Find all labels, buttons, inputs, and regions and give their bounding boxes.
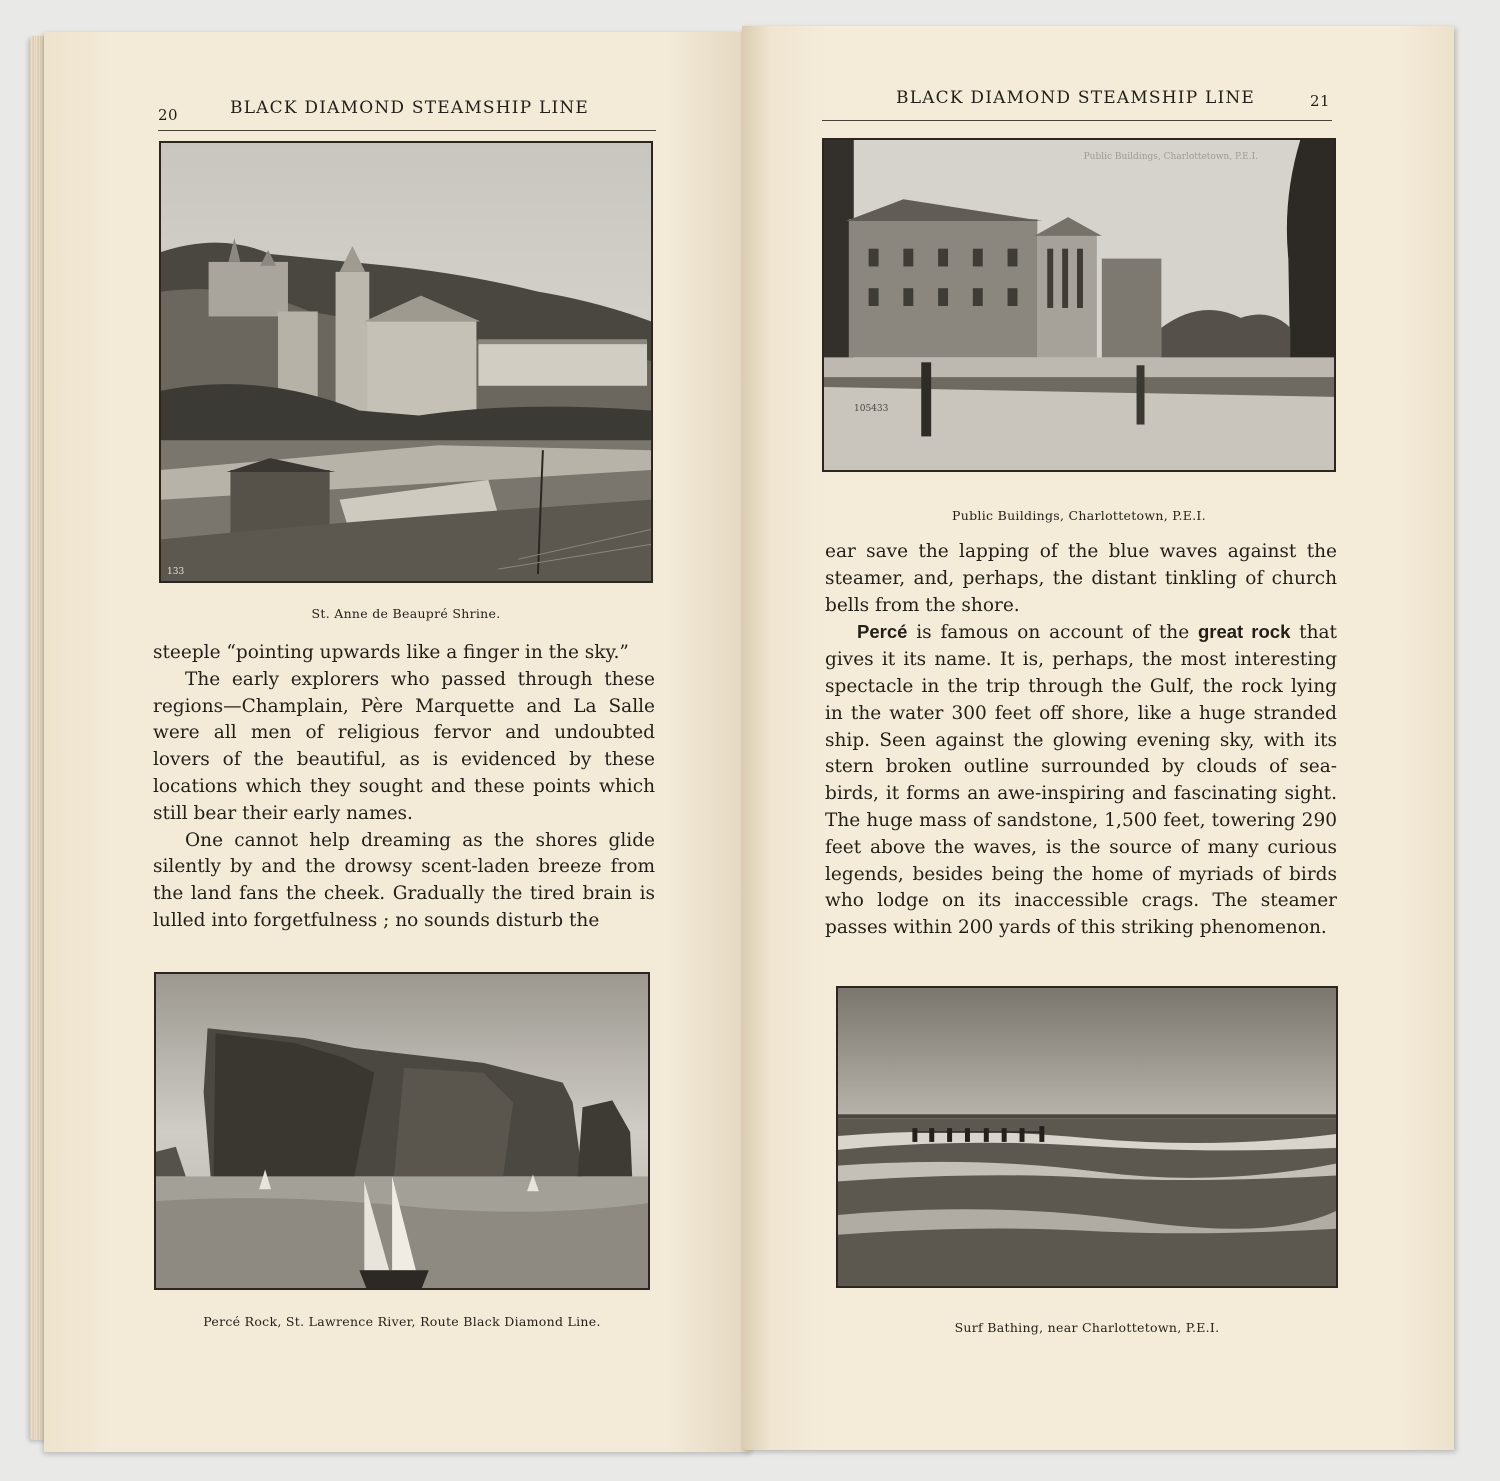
shrine-caption: St. Anne de Beaupré Shrine. — [311, 606, 501, 621]
paragraph: The early explorers who passed through these regions—Champlain, Père Marquette and La Salle were all men of religious fervor and undoubted lovers of the beautiful, as is evidenced by these locations which they sought and these points which still bear their early names. — [153, 668, 655, 824]
inset-label: Public Buildings, Charlottetown, P.E.I. — [1083, 152, 1258, 162]
surf-bathing-photo — [836, 986, 1338, 1288]
right-body-text — [825, 539, 1337, 942]
paragraph: steeple “pointing upwards like a finger in the sky.” — [153, 642, 629, 663]
page-number-left: 20 — [158, 106, 179, 124]
header-rule-right — [822, 120, 1332, 121]
bold-phrase: great rock — [1197, 621, 1291, 643]
right-page — [742, 26, 1454, 1450]
shrine-photo — [159, 141, 653, 583]
surf-bathing-caption: Surf Bathing, near Charlottetown, P.E.I. — [954, 1320, 1220, 1335]
perce-rock-photo — [154, 972, 650, 1290]
public-buildings-photo — [822, 138, 1336, 472]
text-run: is famous on account of the — [907, 622, 1198, 644]
page-number-right: 21 — [1310, 92, 1331, 110]
bold-place-name: Percé — [857, 621, 908, 643]
plate-number: 133 — [167, 567, 185, 577]
header-rule-left — [158, 130, 656, 131]
text-run: that gives it its name. It is, perhaps, the most interesting spectacle in the trip through the Gulf, the rock lying in the water 300 feet off shore, like a huge stranded ship. Seen against the glowing evening sky, with its stern broken outline surrounded by clouds of sea-birds, it forms an awe-inspiring and fascinating sight. The huge mass of sandstone, 1,500 feet, towering 290 feet above the waves, is the source of many curious legends, besides being the home of myriads of birds who lodge on its inaccessible crags. The steamer passes within 200 yards of this striking phenomenon. — [825, 622, 1337, 939]
running-head-left: BLACK DIAMOND STEAMSHIP LINE — [230, 98, 590, 118]
paragraph: ear save the lapping of the blue waves against the steamer, and, perhaps, the distant tinkling of church bells from the shore. — [825, 541, 1337, 616]
left-body-text — [153, 640, 655, 935]
paragraph — [825, 619, 1337, 942]
public-buildings-caption: Public Buildings, Charlottetown, P.E.I. — [952, 508, 1206, 523]
paragraph: One cannot help dreaming as the shores glide silently by and the drowsy scent-laden breeze from the land fans the cheek. Gradually the tired brain is lulled into forgetfulness ; no sounds disturb the — [153, 829, 655, 931]
running-head-right: BLACK DIAMOND STEAMSHIP LINE — [896, 88, 1256, 108]
plate-number: 105433 — [854, 404, 889, 414]
open-booklet — [30, 22, 1455, 1452]
perce-rock-caption: Percé Rock, St. Lawrence River, Route Black Diamond Line. — [203, 1314, 601, 1329]
left-page — [44, 32, 752, 1452]
